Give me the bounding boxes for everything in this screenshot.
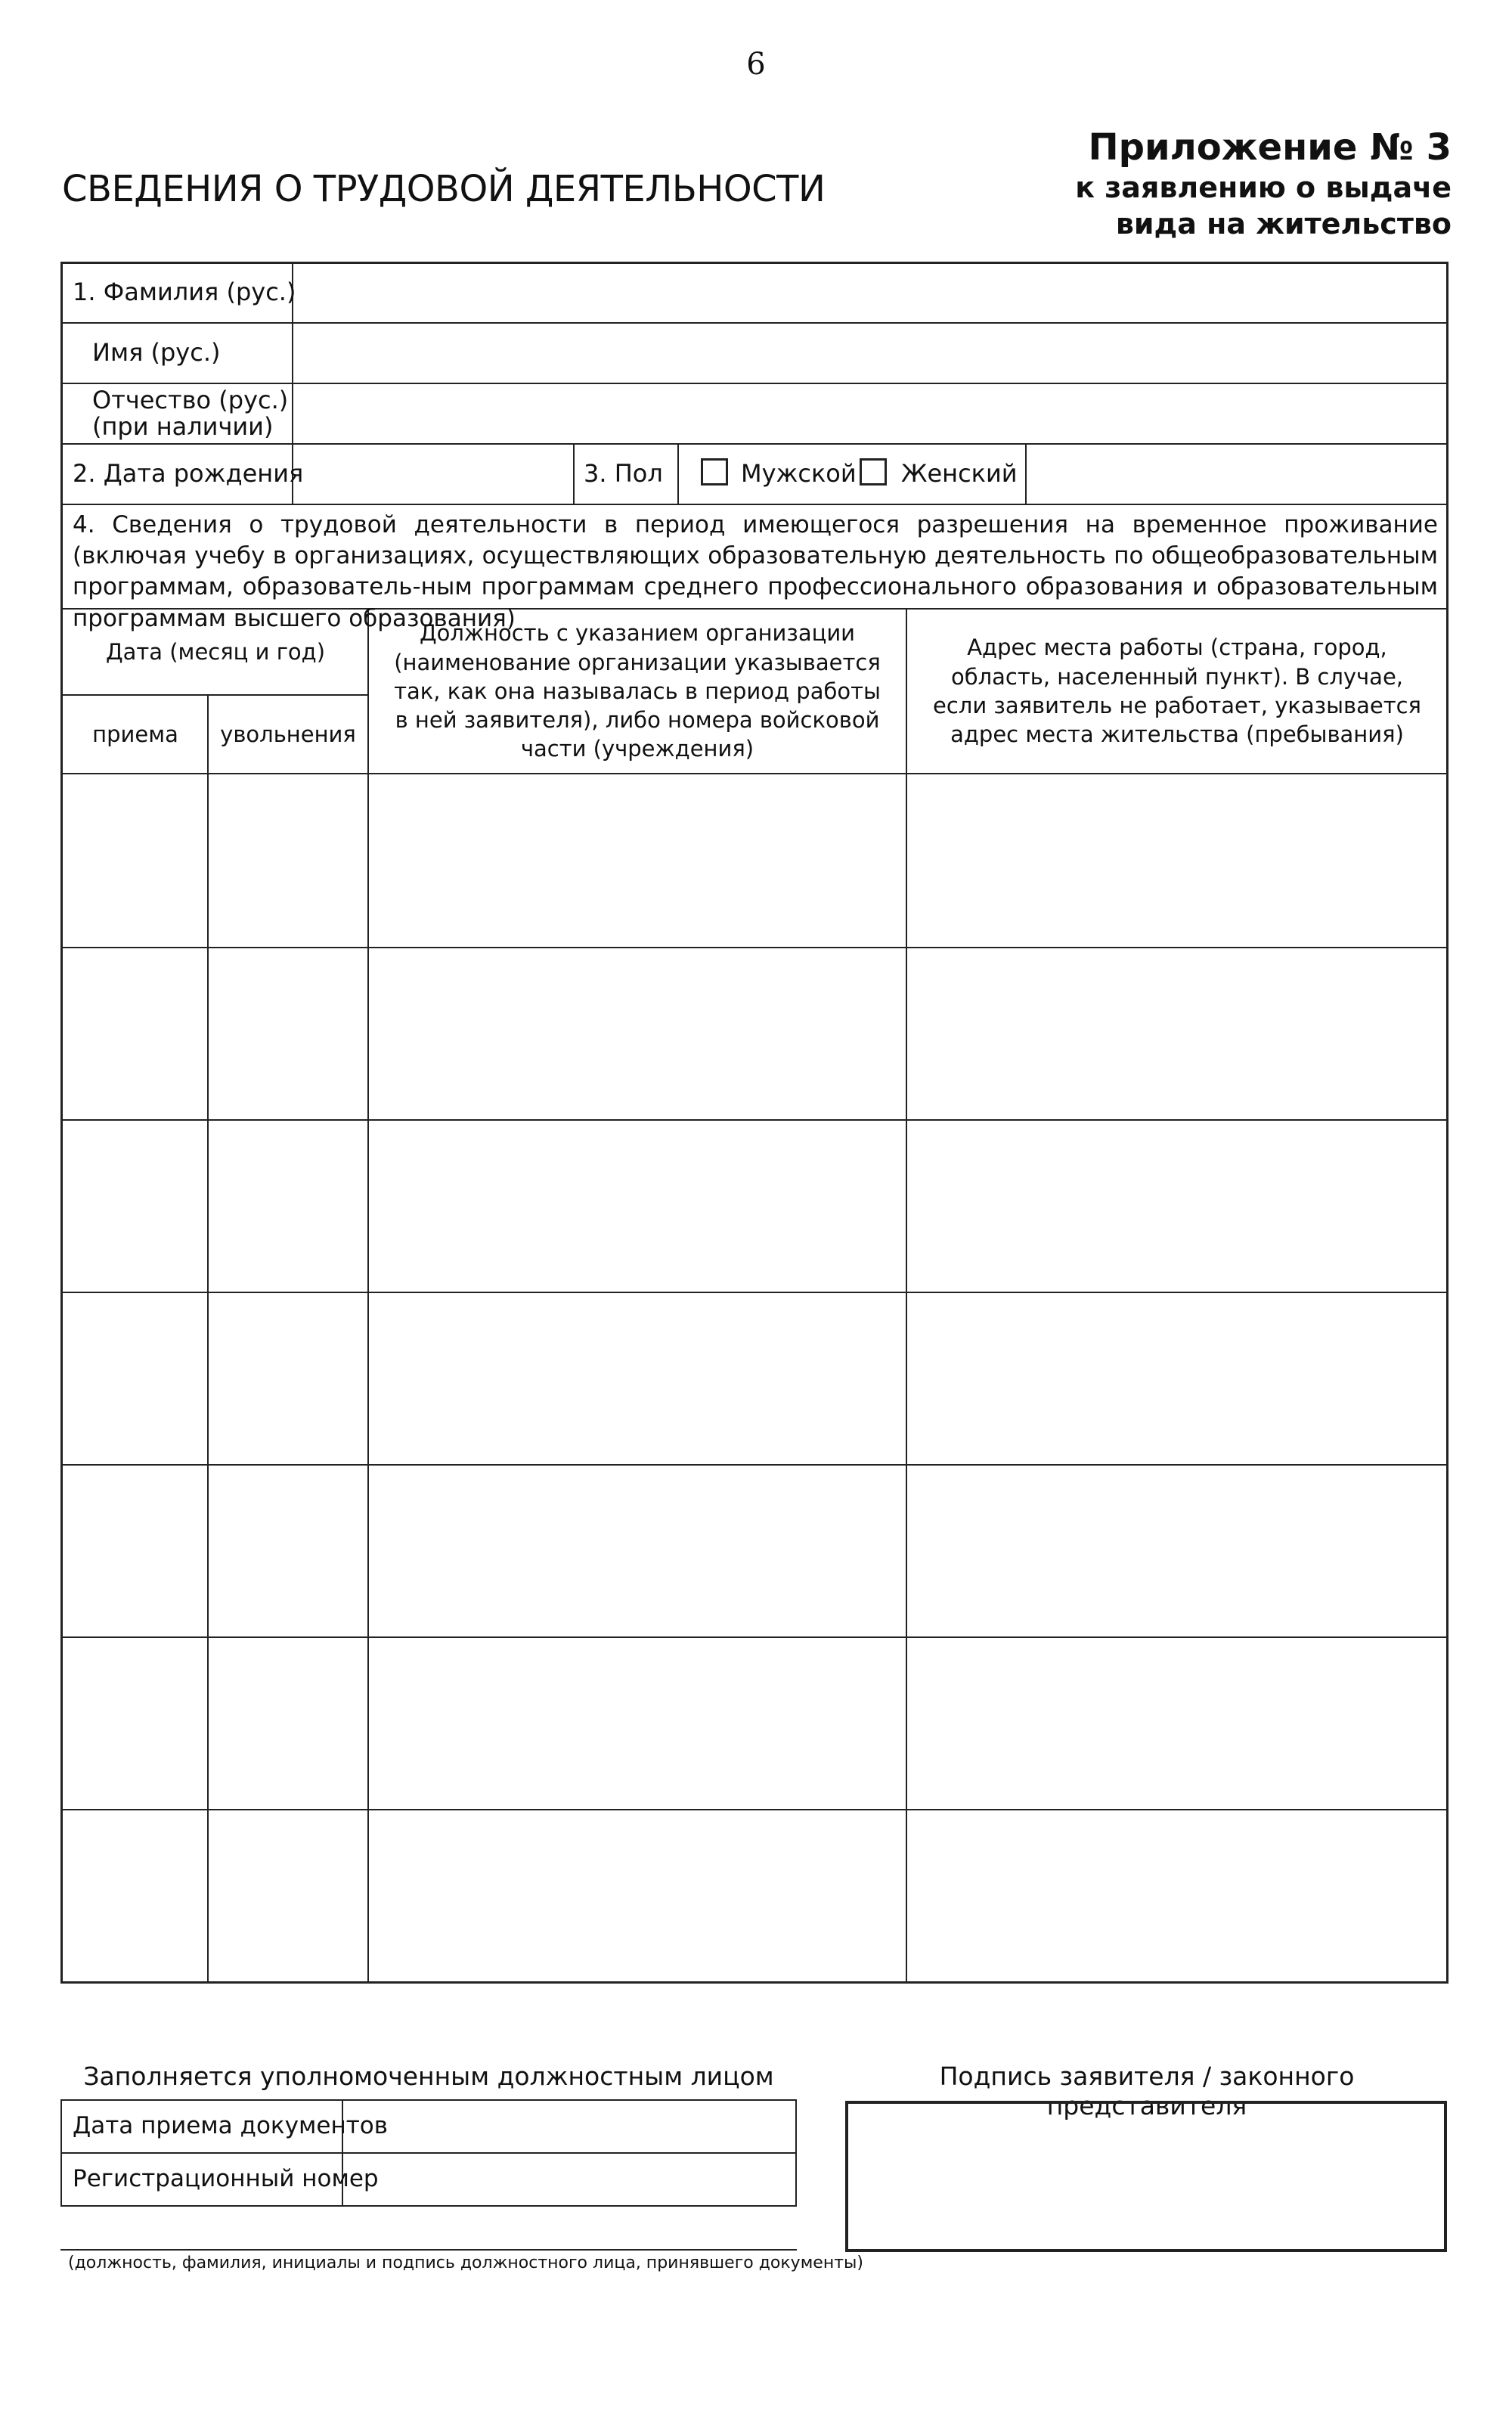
- acceptance-date-label: Дата приема документов: [73, 2112, 389, 2139]
- table-row: [64, 1810, 1445, 1981]
- position-cell[interactable]: [369, 948, 904, 1119]
- hire-date-cell[interactable]: [64, 1293, 206, 1464]
- sex-male-checkbox[interactable]: [701, 458, 728, 485]
- hire-date-cell[interactable]: [64, 774, 206, 947]
- position-column-header: Должность с указанием организации (наименование организации указывается так, как она называлась в период работы в ней заявителя), либо номера войсковой части (учреждения): [394, 620, 881, 762]
- form-line: [60, 383, 1448, 384]
- table-row: [64, 948, 1445, 1119]
- position-cell[interactable]: [369, 1810, 904, 1981]
- sex-female-label: Женский: [901, 459, 1018, 488]
- dismissal-date-cell[interactable]: [209, 1810, 366, 1981]
- annex-title: Приложение № 3: [1088, 126, 1452, 169]
- hire-date-cell[interactable]: [64, 1466, 206, 1636]
- form-line: [60, 2152, 797, 2154]
- form-line: [60, 2099, 62, 2207]
- dismissal-date-cell[interactable]: [209, 1638, 366, 1809]
- address-cell[interactable]: [907, 1121, 1444, 1292]
- applicant-signature-box[interactable]: [845, 2101, 1447, 2252]
- patronymic-label: [92, 387, 288, 439]
- position-cell[interactable]: [369, 1466, 904, 1636]
- annex-line-2: к заявлению о выдаче: [1075, 171, 1452, 204]
- form-line: [60, 2099, 797, 2101]
- form-line: [60, 443, 1448, 445]
- name-input[interactable]: [302, 339, 1436, 369]
- registration-number-input[interactable]: [352, 2165, 788, 2195]
- patronymic-input[interactable]: [302, 399, 1436, 430]
- form-line: [795, 2099, 797, 2207]
- birth-date-label: 2. Дата рождения: [73, 459, 304, 488]
- page-number: 6: [746, 47, 766, 82]
- address-cell[interactable]: [907, 1466, 1444, 1636]
- official-signature-line[interactable]: [60, 2249, 797, 2251]
- address-cell[interactable]: [907, 1638, 1444, 1809]
- dismissal-column-header: увольнения: [220, 721, 356, 747]
- section-4-text: 4. Сведения о трудовой деятельности в период имеющегося разрешения на временное проживание (включая учебу в организациях, осуществляющих образовательную деятельность по общеобразовательным программам, образователь-ным программам среднего профессионального образования и образовательным программам высшего образования): [73, 511, 1438, 632]
- hire-column-header: приема: [92, 721, 178, 747]
- form-line: [60, 504, 1448, 505]
- official-signature-note: (должность, фамилия, инициалы и подпись должностного лица, принявшего документы): [68, 2254, 863, 2272]
- form-line: [60, 262, 63, 1984]
- dismissal-date-cell[interactable]: [209, 948, 366, 1119]
- patronymic-label-sub: (при наличии): [92, 411, 274, 441]
- hire-date-cell[interactable]: [64, 1121, 206, 1292]
- patronymic-label-main: Отчество (рус.): [92, 386, 289, 414]
- annex-heading: [1075, 125, 1452, 242]
- sex-male-label: Мужской: [741, 459, 857, 488]
- document-title: СВЕДЕНИЯ О ТРУДОВОЙ ДЕЯТЕЛЬНОСТИ: [62, 168, 826, 210]
- address-cell[interactable]: [907, 1810, 1444, 1981]
- dismissal-date-cell[interactable]: [209, 1293, 366, 1464]
- official-use-heading: Заполняется уполномоченным должностным лицом: [83, 2061, 774, 2091]
- sex-female-checkbox[interactable]: [860, 458, 887, 485]
- address-cell[interactable]: [907, 948, 1444, 1119]
- date-column-header: Дата (месяц и год): [105, 638, 326, 665]
- position-cell[interactable]: [369, 1638, 904, 1809]
- birth-date-input[interactable]: [302, 460, 567, 490]
- form-line: [60, 262, 1448, 264]
- form-line: [1446, 262, 1448, 1984]
- hire-date-cell[interactable]: [64, 948, 206, 1119]
- dismissal-date-cell[interactable]: [209, 774, 366, 947]
- hire-date-cell[interactable]: [64, 1638, 206, 1809]
- sex-label: 3. Пол: [584, 459, 663, 488]
- surname-input[interactable]: [302, 278, 1436, 309]
- form-line: [1025, 443, 1027, 505]
- table-row: [64, 1293, 1445, 1464]
- address-column-header: Адрес места работы (страна, город, область, населенный пункт). В случае, если заявитель не работает, указывается адрес места жительства (пребывания): [933, 634, 1421, 748]
- name-label: Имя (рус.): [92, 338, 221, 367]
- address-cell[interactable]: [907, 774, 1444, 947]
- address-cell[interactable]: [907, 1293, 1444, 1464]
- hire-date-cell[interactable]: [64, 1810, 206, 1981]
- form-line: [573, 443, 575, 505]
- dismissal-date-cell[interactable]: [209, 1121, 366, 1292]
- annex-line-3: вида на жительство: [1115, 206, 1452, 240]
- form-line: [677, 443, 679, 505]
- registration-number-label: Регистрационный номер: [73, 2165, 379, 2192]
- applicant-signature-heading: Подпись заявителя / законного представителя: [939, 2061, 1355, 2120]
- form-line: [60, 322, 1448, 324]
- dismissal-date-cell[interactable]: [209, 1466, 366, 1636]
- table-row: [64, 1638, 1445, 1809]
- table-row: [64, 774, 1445, 947]
- position-cell[interactable]: [369, 774, 904, 947]
- acceptance-date-input[interactable]: [352, 2112, 788, 2142]
- form-line: [60, 1981, 1448, 1984]
- position-cell[interactable]: [369, 1293, 904, 1464]
- table-row: [64, 1466, 1445, 1636]
- position-cell[interactable]: [369, 1121, 904, 1292]
- form-line: [60, 2205, 797, 2207]
- surname-label: 1. Фамилия (рус.): [73, 278, 296, 306]
- table-row: [64, 1121, 1445, 1292]
